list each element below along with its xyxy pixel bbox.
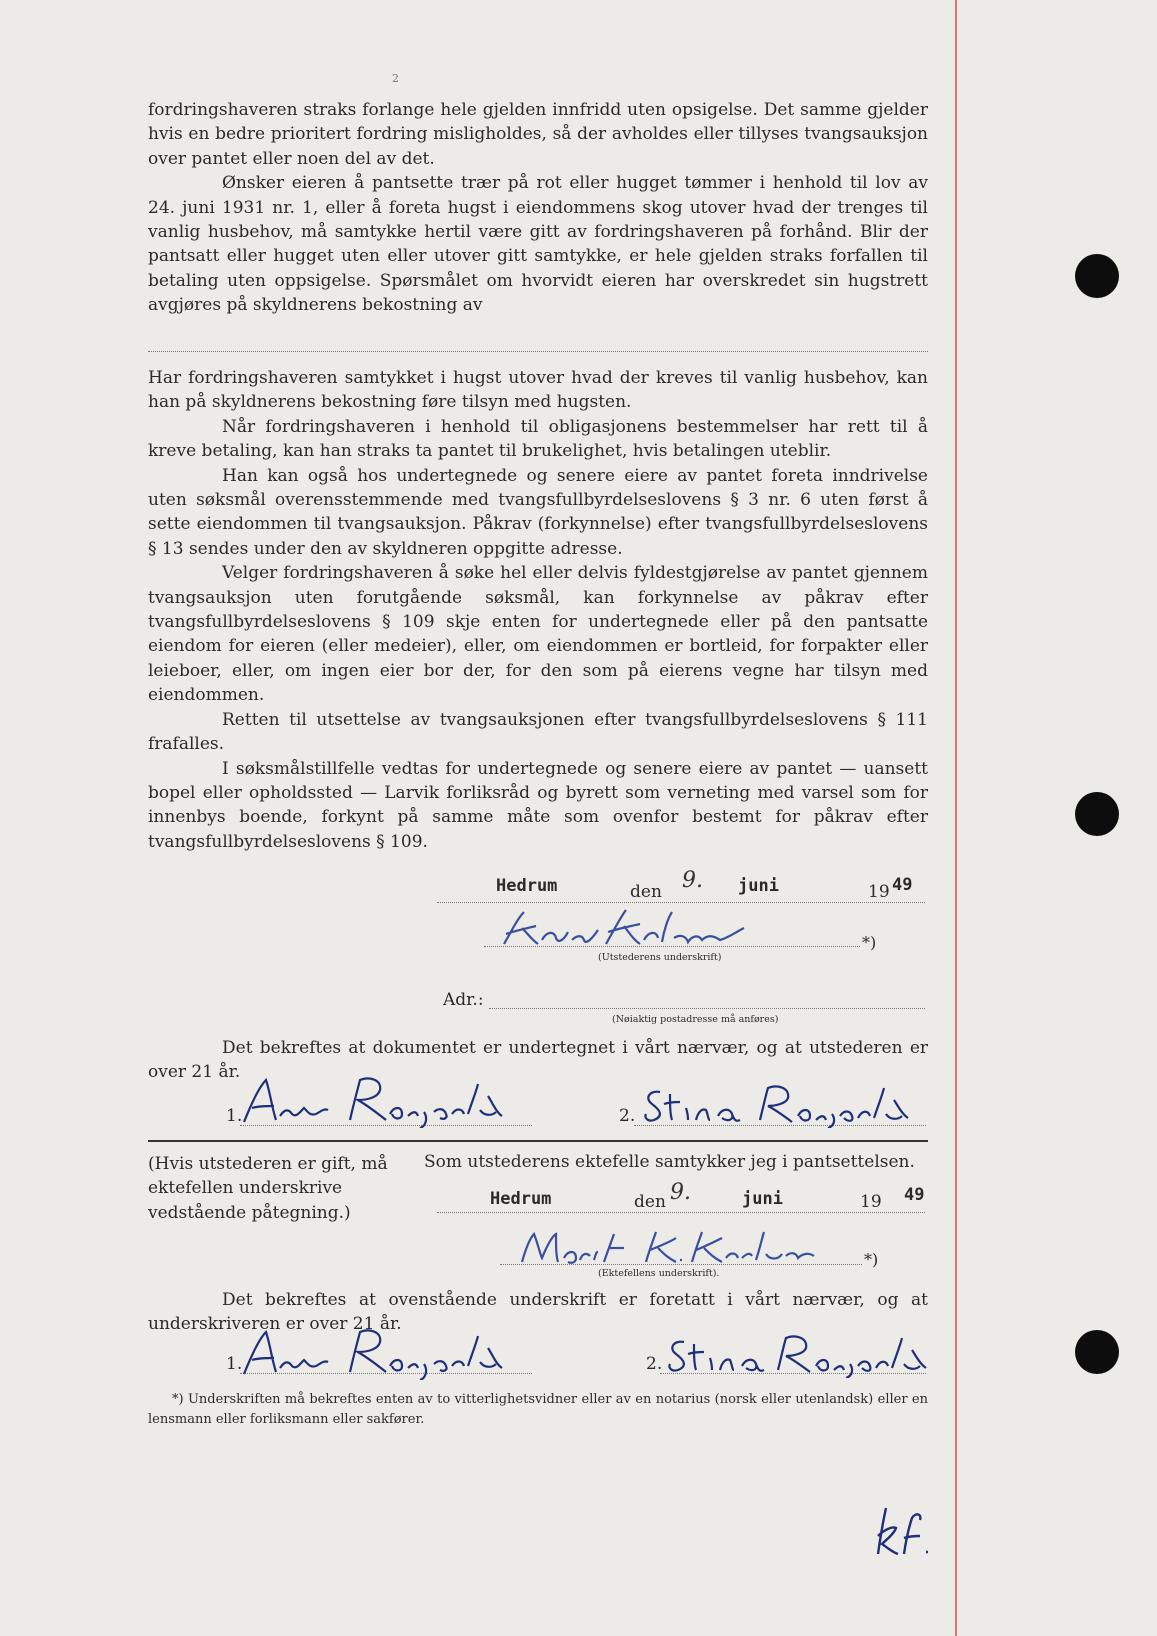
spouse-place: Hedrum (490, 1189, 552, 1209)
address-caption: (Nøiaktig postadresse må anføres) (612, 1014, 779, 1025)
paragraph: fordringshaveren straks forlange hele gjelden innfridd uten opsigelse. Det samme gjelder hvis en bedre prioritert fordring misligholdes, så der avholdes eller tillyses tvangsauksjon over pantet eller noen del av det. (148, 100, 928, 169)
paragraph: I søksmålstillfelle vedtas for undertegnede og senere eiere av pantet — uansett bopel eller opholdssted — Larvik forliksråd og byrett som verneting med varsel som for innenbys boende, forkynt på samme måte som ovenfor bestemt for påkrav efter tvangsfullbyrdelseslovens § 109. (148, 758, 928, 852)
spouse-note (148, 1152, 388, 1225)
witness-1-label: 1. (226, 1106, 243, 1126)
issuer-signature-caption: (Utstederens underskrift) (598, 952, 722, 963)
address-line (489, 1008, 925, 1009)
place-date-line (437, 902, 925, 903)
paragraph: Det bekreftes at ovenstående underskrift er foretatt i vårt nærvær, og at underskriveren er over 21 år. (148, 1290, 928, 1335)
spouse-month: juni (742, 1189, 783, 1209)
witness-3-signature (240, 1324, 510, 1380)
initials-text: kf. (864, 1500, 866, 1501)
witness-4-signature (664, 1330, 934, 1378)
witness-3-label: 1. (226, 1354, 243, 1374)
paragraph: Retten til utsettelse av tvangsauksjonen efter tvangsfullbyrdelseslovens § 111 frafalles. (148, 709, 928, 755)
spouse-year-suffix: 49 (904, 1185, 925, 1205)
clause-top (148, 98, 928, 318)
address-label: Adr.: (443, 990, 484, 1010)
paragraph: Når fordringshaveren i henhold til obligasjonens bestemmelser har rett til å kreve betaling, kan han straks ta pantet til brukelighet, hvis betalingen uteblir. (148, 416, 928, 462)
spouse-day: 9. (670, 1180, 691, 1205)
initials-mark (864, 1500, 934, 1560)
page-mark: 2 (392, 72, 399, 85)
witness-1-signature (240, 1072, 510, 1128)
paragraph: Ønsker eieren å pantsette trær på rot eller hugget tømmer i henhold til lov av 24. juni 1931 nr. 1, eller å foreta hugst i eiendommens skog utover hvad der trenges til vanlig husbehov, må samtykke hertil være gitt av fordringshaveren på forhånd. Blir der pantsatt eller hugget uten eller utover gitt samtykke, er hele gjelden straks forfallen til betaling uten oppsigelse. Spørsmålet om hvorvidt eieren har overskredet sin hugstrett avgjøres på skyldnerens bekostning av (148, 173, 928, 316)
spouse-den-label: den (634, 1192, 666, 1212)
spouse-asterisk: *) (864, 1250, 879, 1269)
issuer-signature (498, 906, 768, 952)
issuer-den-label: den (630, 882, 662, 902)
issuer-year-suffix: 49 (892, 875, 913, 895)
punch-hole-middle (1075, 792, 1119, 836)
footnote-text: *) Underskriften må bekreftes enten av to vitterlighetsvidner eller av en notarius (norsk eller utenlandsk) eller en lensmann eller forliksmann eller sakfører. (148, 1392, 928, 1427)
margin-rule (955, 0, 957, 1636)
paragraph: Han kan også hos undertegnede og senere eiere av pantet foreta inndrivelse uten søksmål overensstemmende med tvangsfullbyrdelseslovens § 3 nr. 6 uten først å sette eiendommen til tvangsauksjon. Påkrav (forkynnelse) efter tvangsfullbyrdelseslovens § 13 sendes under den av skyldneren oppgitte adresse. (148, 465, 928, 559)
punch-hole-bottom (1075, 1330, 1119, 1374)
spouse-year-prefix: 19 (860, 1192, 882, 1212)
paragraph: Velger fordringshaveren å søke hel eller delvis fyldestgjørelse av pantet gjennem tvangsauksjon uten forutgående søksmål, kan forkynnelse av påkrav efter tvangsfullbyrdelseslovens § 109 skje enten for undertegnede eller på den pantsatte eiendom for eieren (eller medeier), eller, om eiendommen er bortleid, for forpakter eller leieboer, eller, om ingen eier bor der, for den som på eierens vegne har tilsyn med eiendommen. (148, 563, 928, 706)
spouse-consent: Som utstederens ektefelle samtykker jeg i pantsettelsen. (424, 1152, 915, 1172)
issuer-year-prefix: 19 (868, 882, 890, 902)
spouse-place-date-line (437, 1212, 925, 1213)
issuer-asterisk: *) (862, 933, 877, 952)
paragraph: Det bekreftes at dokumentet er undertegnet i vårt nærvær, og at utstederen er over 21 år. (148, 1038, 928, 1083)
punch-hole-top (1075, 254, 1119, 298)
blank-line (148, 351, 928, 352)
witness-2-label: 2. (619, 1106, 636, 1126)
spouse-note-text: (Hvis utstederen er gift, må ektefellen underskrive vedstående påtegning.) (148, 1154, 388, 1223)
section-divider (148, 1140, 928, 1142)
witness-4-label: 2. (646, 1354, 663, 1374)
spouse-signature (516, 1226, 826, 1268)
witness-2-signature (640, 1080, 930, 1128)
clause-main (148, 366, 928, 854)
spouse-signature-caption: (Ektefellens underskrift). (598, 1268, 720, 1279)
issuer-month: juni (738, 876, 779, 896)
paragraph: Har fordringshaveren samtykket i hugst utover hvad der kreves til vanlig husbehov, kan han på skyldnerens bekostning føre tilsyn med hugsten. (148, 368, 928, 413)
footnote (148, 1390, 928, 1430)
issuer-place: Hedrum (496, 876, 558, 896)
issuer-day: 9. (682, 868, 703, 893)
